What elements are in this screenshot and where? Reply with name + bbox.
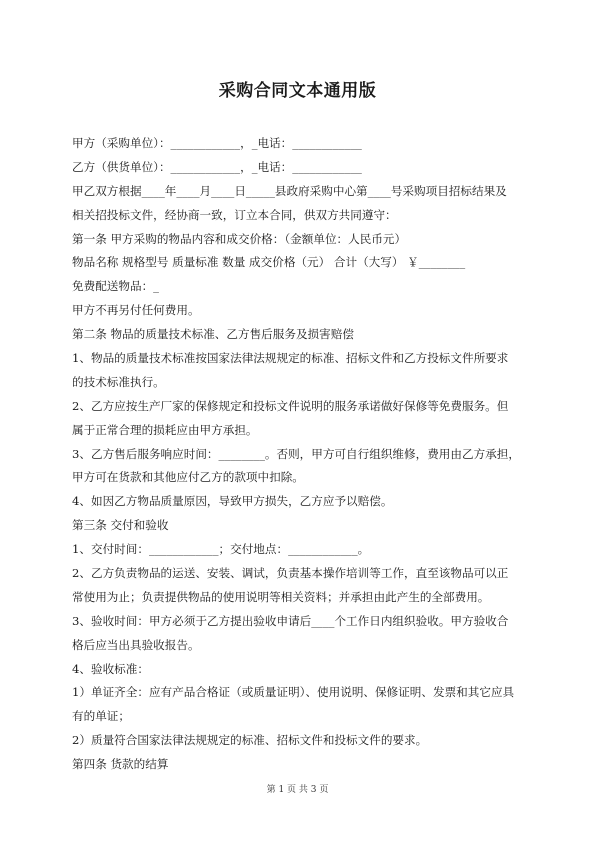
item-table-header: 物品名称 规格型号 质量标准 数量 成交价格（元） 合计（大写） ￥________: [72, 255, 466, 270]
article-3-clause-1: 1、交付时间：____________；交付地点：____________。: [72, 542, 370, 557]
article-3-clause-2-line-1: 2、乙方负责物品的运送、安装、调试，负责基本操作培训等工作，直至该物品可以正: [72, 566, 509, 581]
article-2-heading: 第二条 物品的质量技术标准、乙方售后服务及损害赔偿: [72, 327, 354, 342]
acceptance-standard-1-line-2: 有的单证；: [72, 709, 130, 724]
article-3-clause-2-line-2: 常使用为止；负责提供物品的使用说明等相关资料；并承担由此产生的全部费用。: [72, 589, 490, 604]
article-2-clause-1-line-2: 的技术标准执行。: [72, 374, 165, 389]
article-3-heading: 第三条 交付和验收: [72, 518, 169, 533]
article-2-clause-3-line-1: 3、乙方售后服务响应时间：________。否则，甲方可自行组织维修，费用由乙方承担，: [72, 446, 520, 461]
no-extra-fee-line: 甲方不再另付任何费用。: [72, 303, 200, 318]
article-2-clause-1-line-1: 1、物品的质量技术标准按国家法律法规规定的标准、招标文件和乙方投标文件所要求: [72, 351, 509, 366]
preamble-line-1: 甲乙双方根据____年____月____日_____县政府采购中心第____号采购项目招标结果及: [72, 183, 507, 198]
article-3-clause-4: 4、验收标准：: [72, 661, 149, 676]
page-number: 第 1 页 共 3 页: [266, 785, 329, 795]
article-2-clause-3-line-2: 甲方可在货款和其他应付乙方的款项中扣除。: [72, 470, 304, 485]
article-2-clause-4: 4、如因乙方物品质量原因，导致甲方损失，乙方应予以赔偿。: [72, 494, 393, 509]
acceptance-standard-2: 2）质量符合国家法律法规规定的标准、招标文件和投标文件的要求。: [72, 733, 428, 748]
article-4-heading: 第四条 货款的结算: [72, 757, 169, 772]
article-3-clause-3-line-1: 3、验收时间：甲方必须于乙方提出验收申请后____个工作日内组织验收。甲方验收合: [72, 613, 509, 628]
contract-body: [72, 136, 527, 781]
article-2-clause-2-line-2: 属于正常合理的损耗应由甲方承担。: [72, 422, 258, 437]
article-3-clause-3-line-2: 格后应当出具验收报告。: [72, 637, 200, 652]
preamble-line-2: 相关招投标文件，经协商一致，订立本合同，供双方共同遵守：: [72, 207, 397, 222]
free-delivery-line: 免费配送物品：_: [72, 279, 159, 294]
acceptance-standard-1-line-1: 1）单证齐全：应有产品合格证（或质量证明）、使用说明、保修证明、发票和其它应具: [72, 685, 515, 700]
party-b-line: 乙方（供货单位）：____________，_电话：____________: [72, 159, 362, 174]
document-title: 采购合同文本通用版: [218, 81, 377, 101]
article-1-heading: 第一条 甲方采购的物品内容和成交价格：（金额单位：人民币元）: [72, 231, 407, 246]
party-a-line: 甲方（采购单位）：____________，_电话：____________: [72, 136, 362, 150]
article-2-clause-2-line-1: 2、乙方应按生产厂家的保修规定和投标文件说明的服务承诺做好保修等免费服务。但: [72, 398, 509, 413]
